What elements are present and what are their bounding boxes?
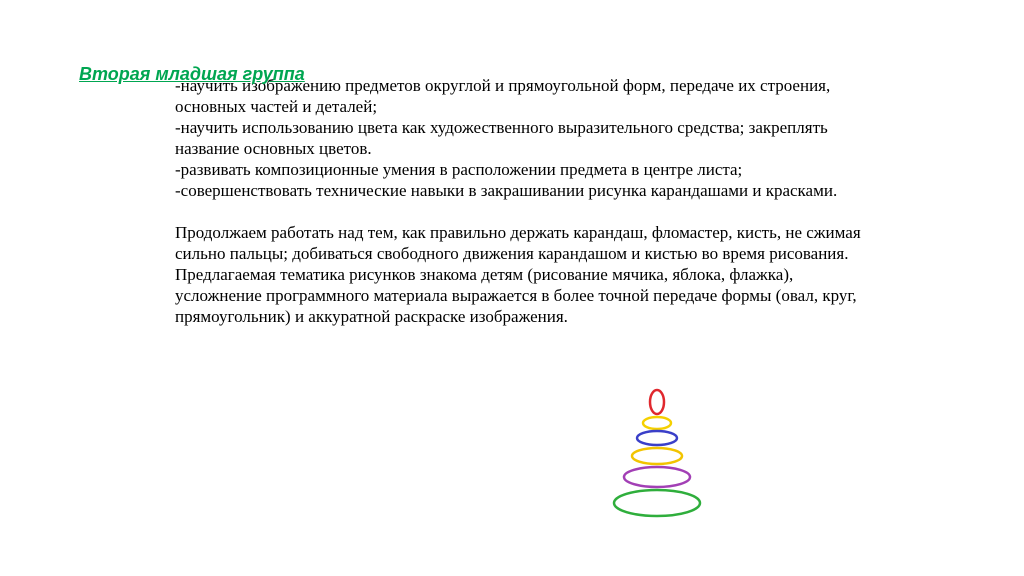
goal-item: -научить изображению предметов округлой и прямоугольной форм, передаче их строения, основных частей и деталей; [175,76,831,116]
goal-item: -развивать композиционные умения в расположении предмета в центре листа; [175,160,743,179]
ring-gold [632,448,682,464]
description-paragraph: Продолжаем работать над тем, как правильно держать карандаш, фломастер, кисть, не сжимая сильно пальцы; добиваться свободного движения карандашом и кистью во время рисования. Предлагаемая тематика рисунков знакома детям (рисование мячика, яблока, флажка), усложнение программного материала выражается в более точной передаче формы (овал, круг, прямоугольник) и аккуратной раскраске изображения. [175,223,861,326]
goal-item: -совершенствовать технические навыки в закрашивании рисунка карандашами и красками. [175,181,838,200]
ring-green [614,490,700,516]
ring-purple [624,467,690,487]
ring-yellow-small [643,417,671,429]
spacer [175,201,865,222]
slide-title: Вторая младшая группа [79,64,305,84]
ring-pyramid-icon [600,380,720,530]
goal-item: -научить использованию цвета как художественного выразительного средства; закреплять название основных цветов. [175,118,828,158]
ring-blue [637,431,677,445]
slide-body [175,75,865,327]
ring-red [650,390,664,414]
